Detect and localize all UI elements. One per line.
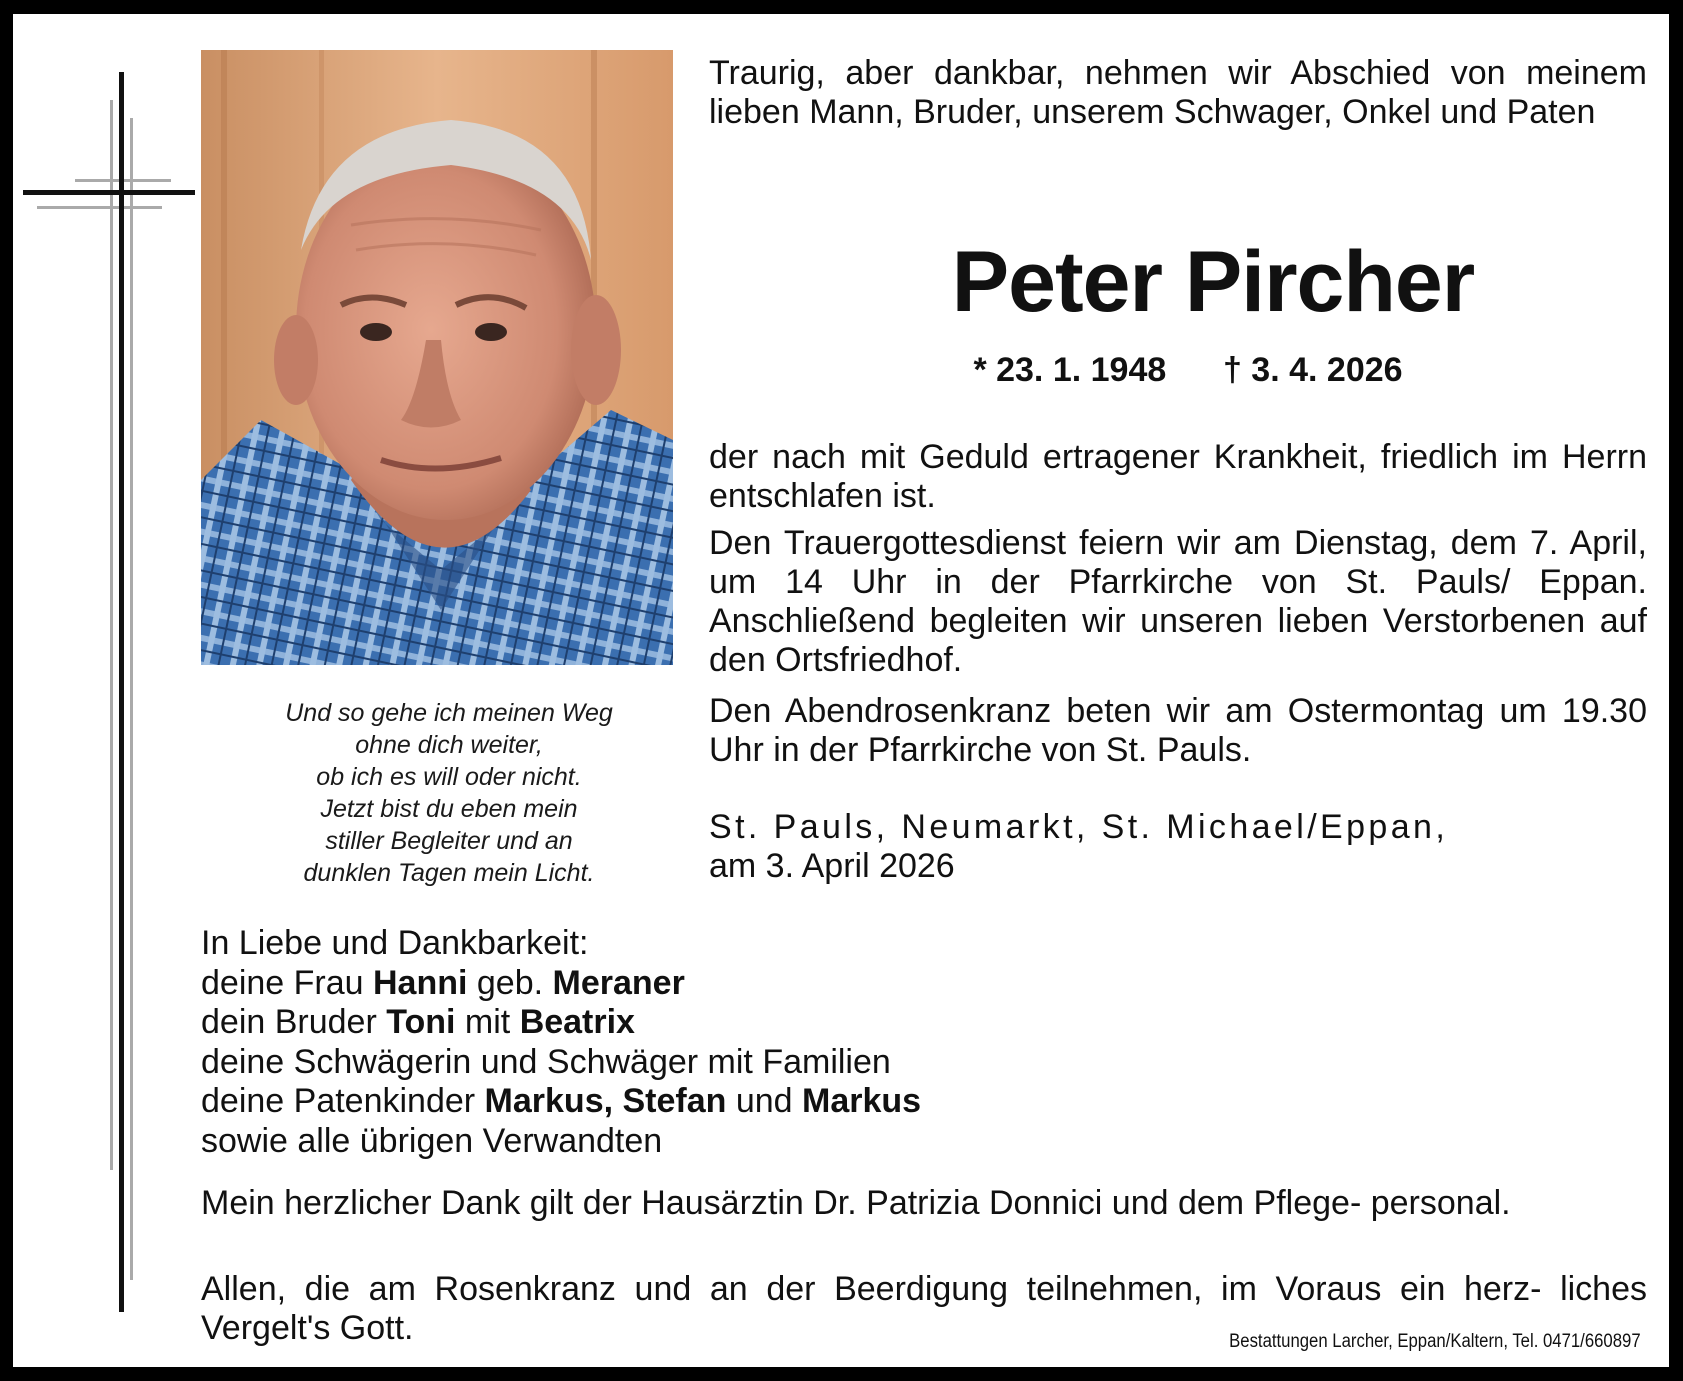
funeral-home-footer: Bestattungen Larcher, Eppan/Kaltern, Tel. 0471/660897 [1229,1331,1641,1352]
thanks-text: Mein herzlicher Dank gilt der Hausärztin Dr. Patrizia Donnici und dem Pflege- personal. [201,1184,1511,1222]
family-line: dein Bruder Toni mit Beatrix [201,1003,635,1041]
poem-line: ohne dich weiter, [355,731,543,759]
death-date: † 3. 4. 2026 [1222,351,1403,389]
poem-line: stiller Begleiter und an [325,827,573,855]
life-dates [713,350,1663,390]
family-line: sowie alle übrigen Verwandten [201,1121,663,1160]
poem [201,697,697,889]
cross-icon [13,14,213,1367]
intro-text: Traurig, aber dankbar, nehmen wir Abschied von meinem lieben Mann, Bruder, unserem Schwager, Onkel und Paten [709,54,1647,131]
family-line: deine Frau Hanni geb. Meraner [201,963,685,1002]
deceased-name: Peter Pircher [951,234,1475,330]
poem-line: dunklen Tagen mein Licht. [303,859,595,887]
family-heading: In Liebe und Dankbarkeit: [201,924,589,962]
poem-line: Und so gehe ich meinen Weg [285,699,613,727]
paragraph: der nach mit Geduld ertragener Krankheit, friedlich im Herrn entschlafen ist. [709,438,1647,515]
thanks-text: Allen, die am Rosenkranz und an der Beerdigung teilnehmen, im Voraus ein herz- liches Vergelt's Gott. [201,1270,1647,1347]
family-list [201,924,921,1161]
paragraph: Den Abendrosenkranz beten wir am Ostermontag um 19.30 Uhr in der Pfarrkirche von St. Pauls. [709,692,1647,769]
poem-line: ob ich es will oder nicht. [316,763,582,791]
family-line: deine Schwägerin und Schwäger mit Familien [201,1042,891,1081]
date-line: am 3. April 2026 [709,847,955,885]
place-and-date [709,808,1448,886]
family-line: deine Patenkinder Markus, Stefan und Markus [201,1082,922,1120]
portrait-photo [201,50,673,665]
poem-line: Jetzt bist du eben mein [320,795,578,823]
place-line: St. Pauls, Neumarkt, St. Michael/Eppan, [709,808,1449,846]
birth-date: * 23. 1. 1948 [973,351,1167,389]
obituary-sheet [13,14,1669,1367]
paragraph: Den Trauergottesdienst feiern wir am Dienstag, dem 7. April, um 14 Uhr in der Pfarrkirche von St. Pauls/ Eppan. Anschließend begleiten wir unseren lieben Verstorbenen auf den Ortsfriedhof. [709,524,1647,679]
